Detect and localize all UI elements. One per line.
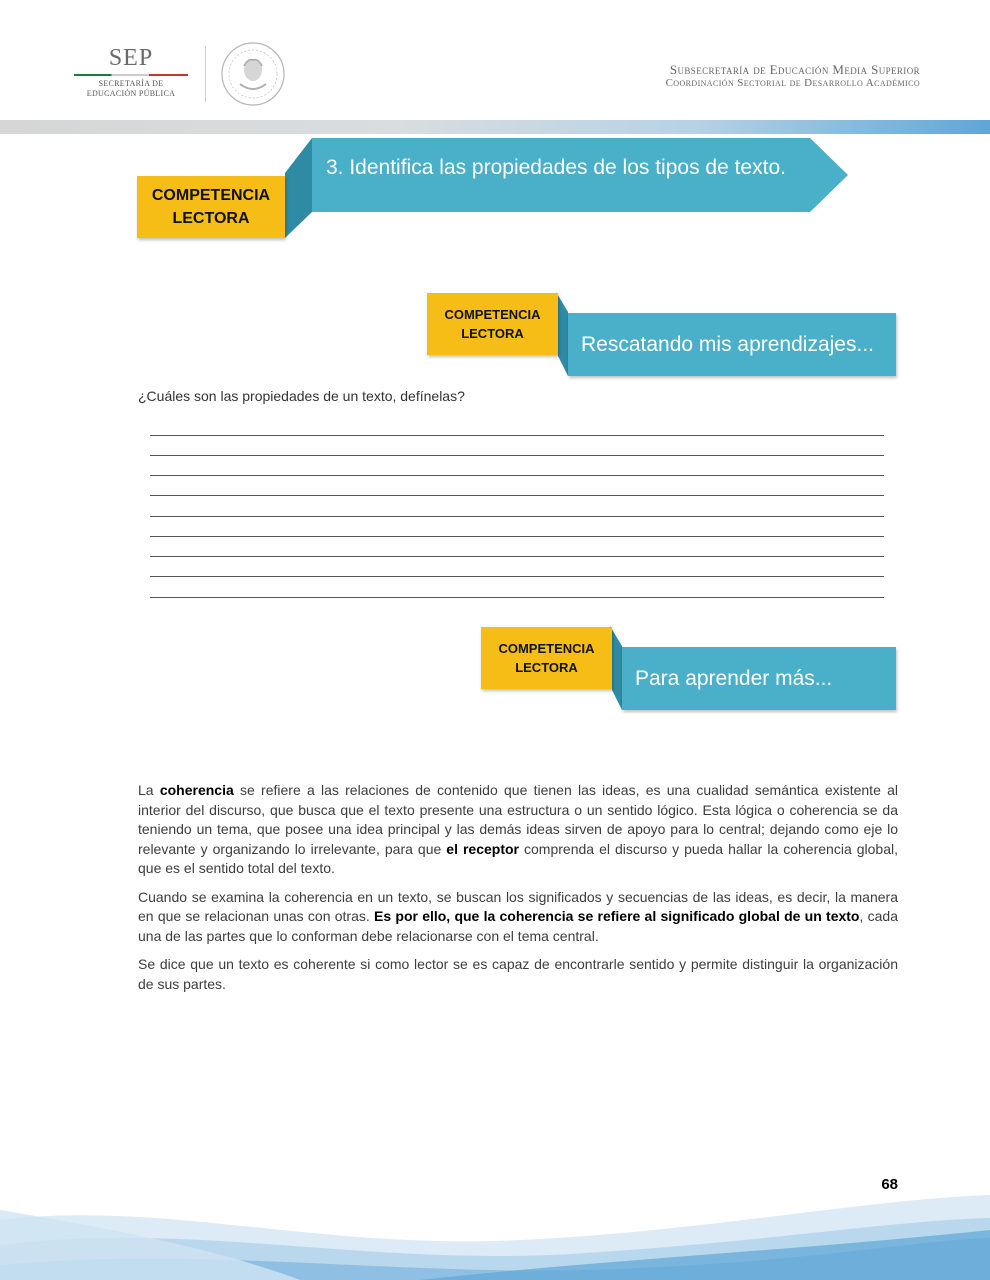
section-1-competencia-badge — [427, 293, 558, 355]
text-run: se refiere a las relaciones de contenido que tienen las ideas, es una cualidad semántica existente al interior del discurso, que busca que el texto presente una estructura o un sentido lógico. Esta lógica o coherencia se da teniendo un tema, que posee una idea principal y las demás ideas sirven de apoyo para lo central; dejando como eje lo relevante y organizando lo irrelevante, para que — [138, 782, 898, 857]
badge-line-2: LECTORA — [172, 210, 250, 227]
answer-line[interactable] — [150, 435, 884, 436]
text-run: comprenda el discurso y pueda hallar la coherencia global, que es el sentido total del texto. — [138, 840, 898, 876]
sep-logo — [72, 44, 190, 104]
answer-line[interactable] — [150, 576, 884, 577]
sep-logo-title: SEP — [108, 45, 154, 71]
page-number: 68 — [881, 1176, 898, 1193]
section-2-banner — [622, 647, 896, 710]
main-competencia-badge — [137, 176, 285, 238]
flag-color-bar — [74, 74, 188, 76]
badge-line-1: COMPETENCIA — [498, 641, 595, 656]
section-2-competencia-badge — [481, 627, 612, 689]
badge-line-1: COMPETENCIA — [444, 307, 541, 322]
main-banner-shape — [280, 138, 852, 240]
header-divider — [205, 46, 206, 102]
body-text — [138, 781, 898, 1003]
answer-line[interactable] — [150, 516, 884, 517]
answer-line[interactable] — [150, 495, 884, 496]
text-run: Cuando se examina la coherencia en un texto, se buscan los significados y secuencias de las ideas, es decir, la manera en que se relacionan unas con otras. — [138, 888, 898, 924]
section-1-title: Rescatando mis aprendizajes... — [581, 332, 874, 356]
answer-line[interactable] — [150, 556, 884, 557]
sep-logo-subtitle-1: SECRETARÍA DE — [98, 79, 164, 88]
answer-line[interactable] — [150, 475, 884, 476]
header-color-band — [0, 120, 990, 134]
emphasis-sentence: Es por ello, que la coherencia se refiere al significado global de un texto — [374, 908, 860, 924]
paragraph-coherente: Se dice que un texto es coherente si como lector se es capaz de encontrarle sentido y permite distinguir la organización de sus partes. — [138, 956, 898, 992]
sep-logo-subtitle-2: EDUCACIÓN PÚBLICA — [86, 89, 176, 98]
term-receptor: el receptor — [446, 840, 519, 857]
badge-line-2: LECTORA — [461, 326, 524, 341]
badge-line-2: LECTORA — [515, 660, 578, 675]
national-seal-icon — [218, 40, 288, 108]
paragraph-examina — [138, 888, 898, 947]
question-text: ¿Cuáles son las propiedades de un texto, defínelas? — [138, 388, 465, 404]
section-2-title: Para aprender más... — [635, 666, 833, 690]
term-coherencia: coherencia — [159, 782, 234, 798]
text-run: La — [138, 782, 160, 798]
paragraph-coherencia — [138, 781, 898, 879]
answer-line[interactable] — [150, 455, 884, 456]
header-institution — [666, 62, 920, 90]
main-banner-title: 3. Identifica las propiedades de los tipos de texto. — [326, 156, 786, 179]
section-1-banner — [568, 313, 896, 376]
text-run: , cada una de las partes que lo conforman debe relacionarse con el tema central. — [138, 908, 898, 944]
badge-line-1: COMPETENCIA — [151, 187, 271, 204]
footer-wave-decoration — [0, 1190, 990, 1280]
header-line-2: Coordinación Sectorial de Desarrollo Académico — [665, 77, 920, 89]
answer-line[interactable] — [150, 536, 884, 537]
header-line-1: Subsecretaría de Educación Media Superior — [669, 62, 920, 77]
answer-line[interactable] — [150, 597, 884, 598]
